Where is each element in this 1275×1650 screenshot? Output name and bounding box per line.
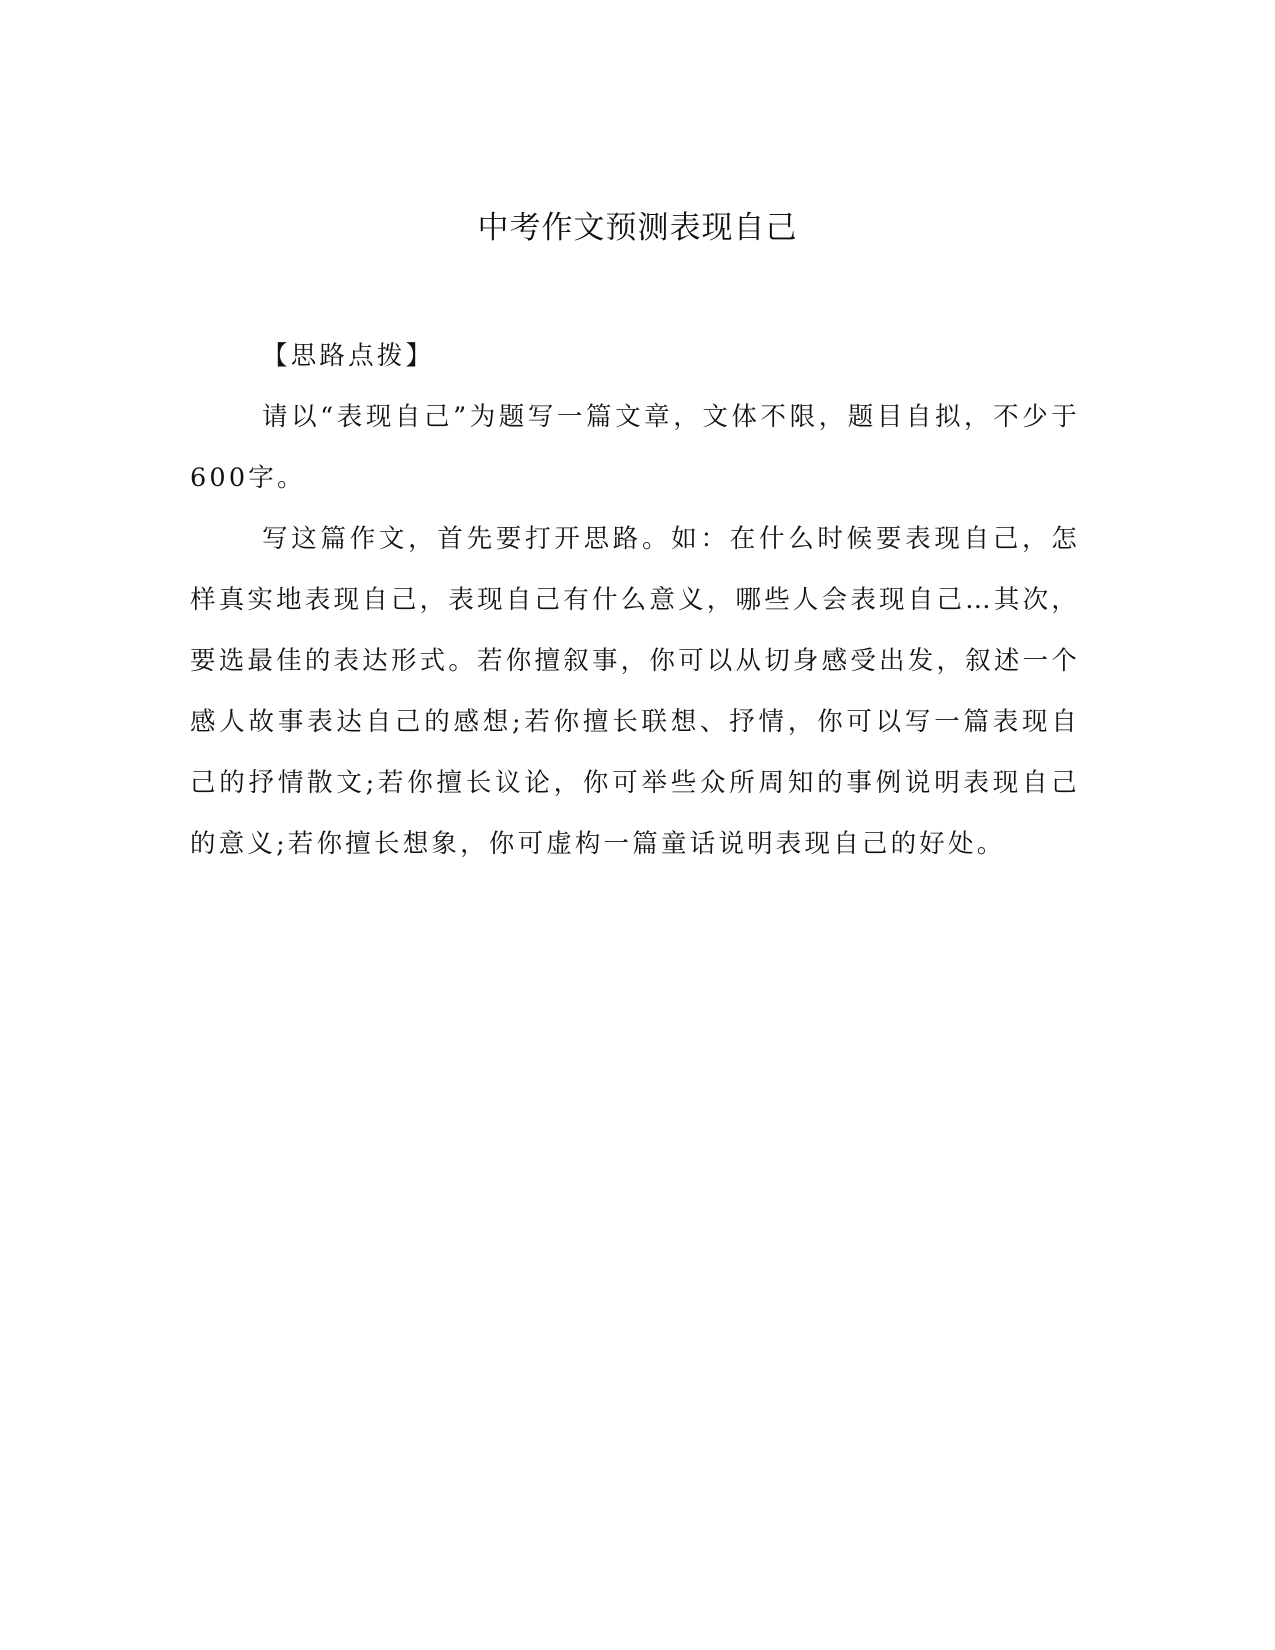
- paragraph-guidance: 写这篇作文，首先要打开思路。如：在什么时候要表现自己，怎样真实地表现自己，表现自己有什么意义，哪些人会表现自己…其次，要选最佳的表达形式。若你擅叙事，你可以从切身感受出发，叙述一个感人故事表达自己的感想;若你擅长联想、抒情，你可以写一篇表现自己的抒情散文;若你擅长议论，你可举些众所周知的事例说明表现自己的意义;若你擅长想象，你可虚构一篇童话说明表现自己的好处。: [190, 524, 1080, 859]
- page-title: 中考作文预测表现自己: [477, 210, 798, 246]
- paragraph-prompt: 请以“表现自己”为题写一篇文章，文体不限，题目自拟，不少于600字。: [190, 402, 1080, 493]
- section-heading: 【思路点拨】: [262, 341, 435, 371]
- document-body: [190, 326, 1080, 875]
